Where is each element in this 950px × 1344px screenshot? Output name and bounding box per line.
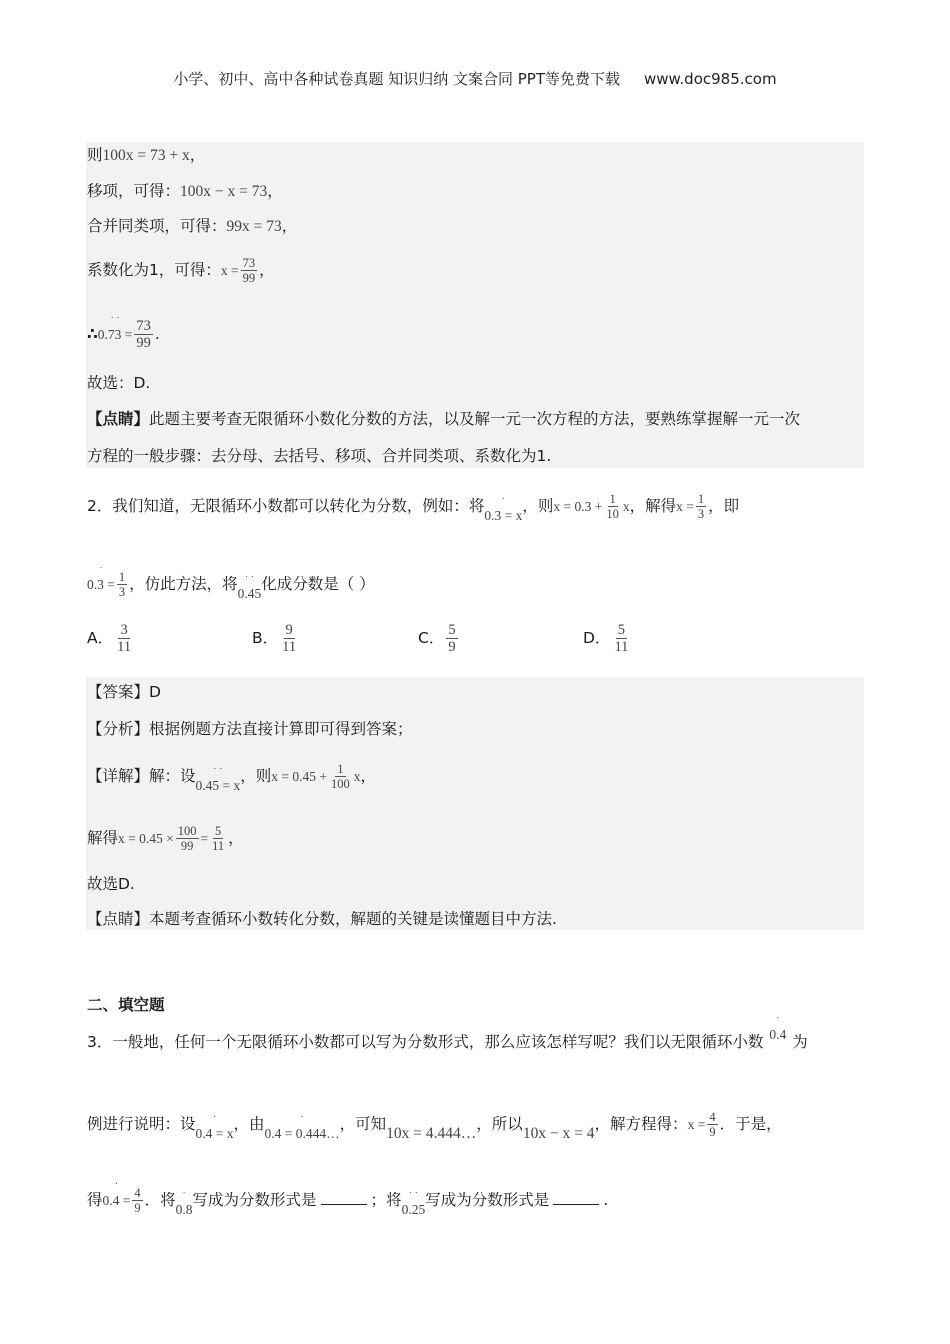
repeating-decimal: ˙ ˙ 0.45 = x	[195, 767, 241, 793]
answer-blank-1[interactable]	[321, 1204, 367, 1205]
therefore-symbol: ∴	[87, 325, 98, 343]
header-text: 小学、初中、高中各种试卷真题 知识归纳 文案合同 PPT等免费下载	[173, 70, 620, 88]
fraction: $\frac{5}{11}$	[614, 622, 629, 655]
solution-block-2	[86, 677, 864, 930]
q3-line2: 例进行说明：设 ˙ 0.4 = x，由 ˙ 0.4 = 0.444…，可知10x = 4.444…，所以10x − x = 4，解方程得：x = $\frac{4}{9}$ ．于是，	[87, 1110, 782, 1142]
section-title: 二、填空题	[87, 996, 165, 1014]
solution1-line2: 移项，可得：100x − x = 73，	[87, 182, 283, 200]
repeating-decimal: ˙ 0.3 = x	[484, 497, 523, 523]
fraction: $\frac{1}{3}$	[697, 492, 705, 521]
fraction: $\frac{5}{11}$	[212, 824, 225, 853]
math-expr: 100x − x = 73	[180, 183, 268, 200]
option-b[interactable]: B． $\frac{9}{11}$	[252, 622, 297, 655]
q2-review: 【点睛】本题考查循环小数转化分数，解题的关键是读懂题目中方法.	[87, 910, 557, 928]
solution1-line4: 系数化为1，可得：x = $\frac{73}{99}$ ，	[87, 256, 275, 285]
option-a[interactable]: A． $\frac{3}{11}$	[87, 622, 132, 655]
fraction: $\frac{4}{9}$	[709, 1110, 716, 1139]
fraction: $\frac{5}{9}$	[448, 622, 456, 655]
answer-blank-2[interactable]	[553, 1204, 599, 1205]
solution1-review-1: 【点睛】此题主要考查无限循环小数化分数的方法，以及解一元一次方程的方法，要熟练掌握解一元一次	[87, 410, 801, 428]
option-c[interactable]: C． $\frac{5}{9}$	[418, 622, 456, 655]
q2-detail: 【详解】解：设 ˙ ˙ 0.45 = x，则x = 0.45 + $\frac{1}{100}$ x，	[87, 762, 376, 791]
q3-line1: 3．一般地，任何一个无限循环小数都可以写为分数形式，那么应该怎样写呢？我们以无限循环小数 ˙ 0.4 为	[87, 1016, 808, 1051]
repeating-decimal: ˙ ˙ 0.25	[401, 1191, 426, 1217]
repeating-decimal: ˙ 0.4 = 0.444…	[264, 1115, 340, 1141]
repeating-decimal: ˙ ˙ 0.45	[237, 575, 262, 601]
solution1-line1: 则100x = 73 + x，	[87, 146, 206, 164]
q2-answer: 【答案】D	[87, 683, 161, 701]
repeating-decimal: ˙ ˙ 0.73 =	[97, 316, 133, 342]
solution1-line3: 合并同类项，可得：99x = 73，	[87, 217, 298, 235]
q2-line1: 2．我们知道，无限循环小数都可以转化为分数，例如：将 ˙ 0.3 = x，则x = 0.3 + $\frac{1}{10}$ x，解得x = $\frac{1}{3}$ ，即	[87, 492, 739, 521]
option-d[interactable]: D． $\frac{5}{11}$	[583, 622, 629, 655]
fraction: $\frac{1}{100}$	[331, 762, 350, 791]
q3-line3: 得 ˙ 0.4 = $\frac{4}{9}$ ．将 ˙ 0.8写成为分数形式是 ；将 ˙ ˙ 0.25写成为分数形式是 .	[87, 1186, 608, 1215]
fraction: $\frac{3}{11}$	[117, 622, 132, 655]
q2-solve: 解得x = 0.45 × $\frac{100}{99}$ = $\frac{5}{11}$ ，	[87, 824, 244, 853]
repeating-decimal: ˙ 0.4	[769, 1016, 787, 1042]
solution1-review-2: 方程的一般步骤：去分母、去括号、移项、合并同类项、系数化为1.	[87, 447, 552, 465]
fraction: $\frac{73}{99}$	[242, 256, 256, 285]
q2-line2: ˙ 0.3 = $\frac{1}{3}$ ，仿此方法，将 ˙ ˙ 0.45化成分数是（ ）	[87, 570, 375, 599]
solution1-choice: 故选：D.	[87, 374, 151, 392]
q2-analysis: 【分析】根据例题方法直接计算即可得到答案；	[87, 720, 413, 738]
header-url[interactable]: www.doc985.com	[643, 70, 777, 88]
solution1-line5: ∴ ˙ ˙ 0.73 = $\frac{73}{99}$ .	[87, 316, 160, 351]
fraction: $\frac{1}{10}$	[606, 492, 619, 521]
repeating-decimal: ˙ 0.4 =	[102, 1182, 131, 1208]
fraction: $\frac{9}{11}$	[282, 622, 297, 655]
fraction: $\frac{4}{9}$	[134, 1186, 141, 1215]
fraction: $\frac{73}{99}$	[136, 318, 151, 351]
repeating-decimal: ˙ 0.3 =	[87, 566, 115, 592]
repeating-decimal: ˙ 0.8	[175, 1191, 193, 1217]
math-expr: 100x = 73 + x	[102, 147, 190, 164]
repeating-decimal: ˙ 0.4 = x	[195, 1115, 234, 1141]
math-expr: 99x = 73	[226, 218, 282, 235]
fraction: $\frac{100}{99}$	[177, 824, 197, 853]
page-header	[0, 68, 950, 89]
fraction: $\frac{1}{3}$	[118, 570, 126, 599]
q2-choose: 故选D.	[87, 875, 135, 893]
